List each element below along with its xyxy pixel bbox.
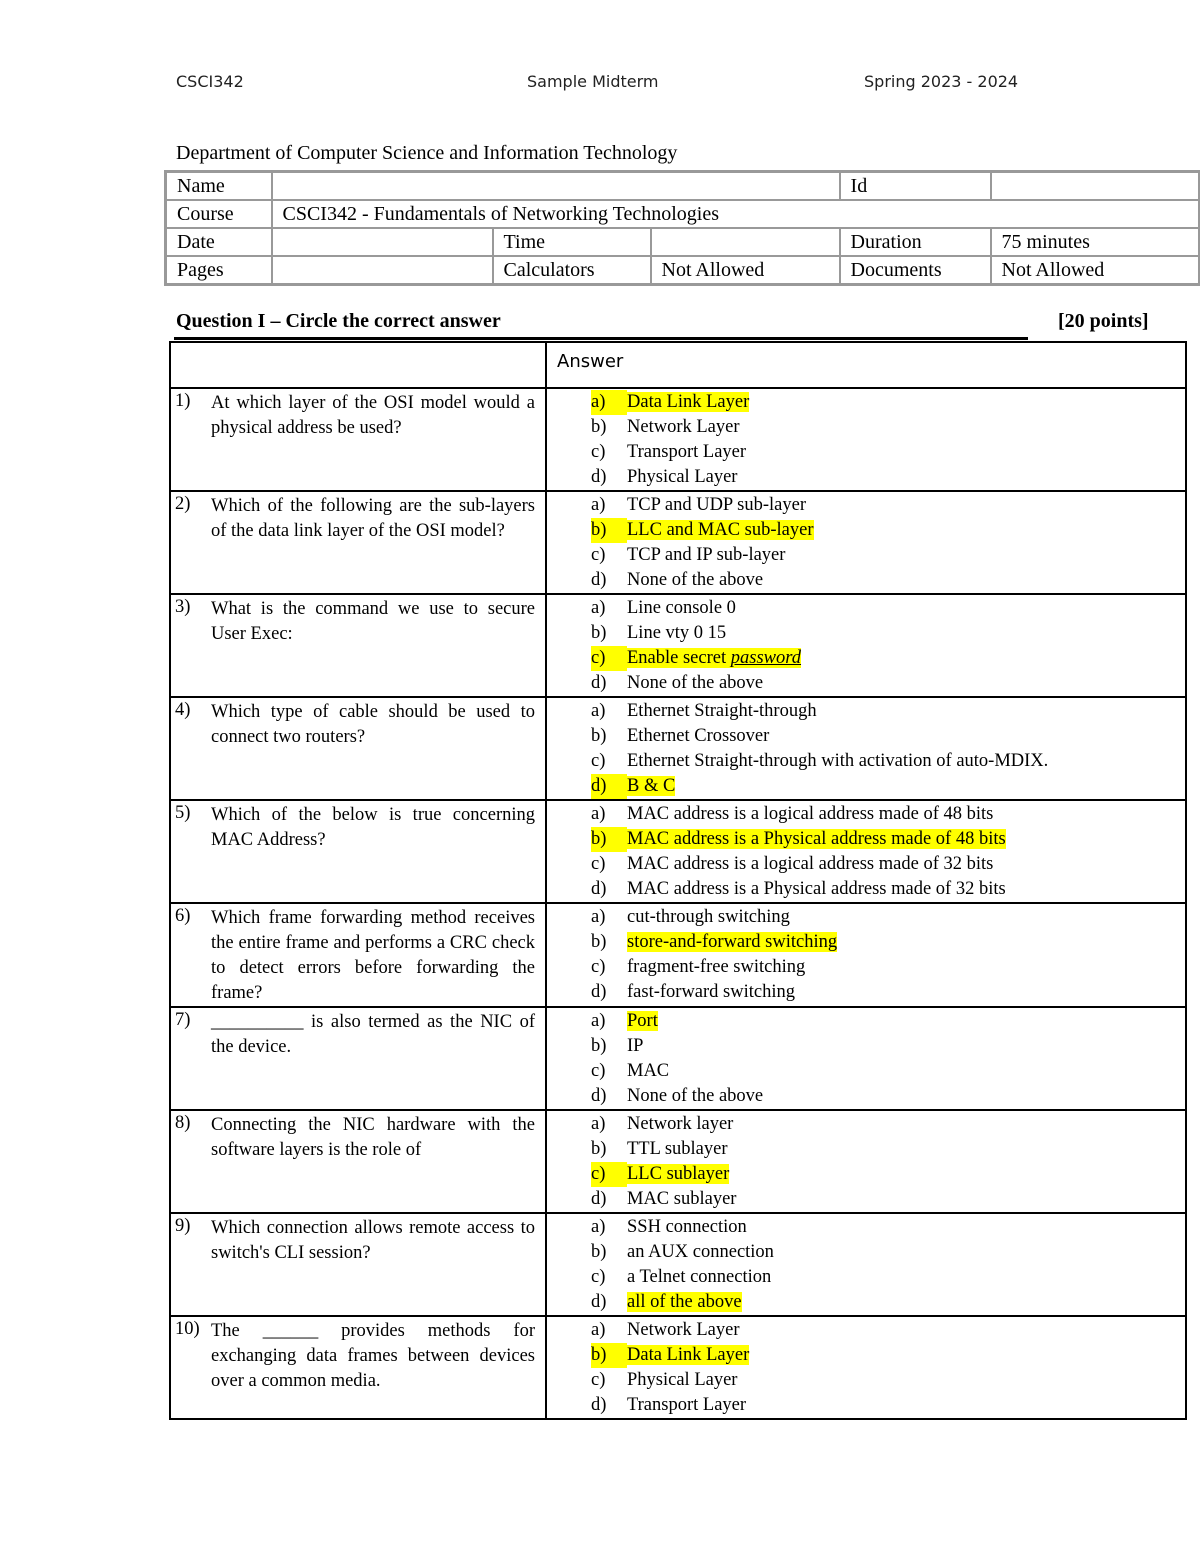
- answer-option[interactable]: [591, 877, 1185, 902]
- info-row-pages: [166, 256, 1200, 285]
- option-letter: a): [591, 495, 606, 515]
- question-cell: [170, 697, 546, 800]
- option-letter: a): [591, 1011, 606, 1031]
- question-number: 7): [175, 1010, 191, 1030]
- answer-option[interactable]: [591, 827, 1185, 852]
- option-text: IP: [627, 1036, 644, 1056]
- option-letter: d): [591, 1395, 607, 1415]
- option-text: TTL sublayer: [627, 1139, 728, 1159]
- question-row: [170, 1007, 1186, 1110]
- question-cell: [170, 903, 546, 1007]
- question-row: [170, 800, 1186, 903]
- question-number: 10): [175, 1319, 200, 1339]
- pages-label: Pages: [166, 256, 272, 285]
- question-row: [170, 903, 1186, 1007]
- question-number: 1): [175, 391, 191, 411]
- info-row-date: [166, 228, 1200, 256]
- question-row: [170, 1213, 1186, 1316]
- question-number: 3): [175, 597, 191, 617]
- option-text: SSH connection: [627, 1217, 747, 1237]
- option-letter: a): [591, 598, 606, 618]
- answer-header: Answer: [546, 342, 1186, 388]
- answer-option[interactable]: [591, 596, 1185, 621]
- documents-value: Not Allowed: [991, 256, 1200, 285]
- option-text: LLC and MAC sub-layer: [627, 520, 814, 540]
- answer-option[interactable]: [591, 1112, 1185, 1137]
- option-letter: c): [591, 1162, 627, 1187]
- question-cell: [170, 388, 546, 491]
- option-letter: a): [591, 701, 606, 721]
- answer-option[interactable]: [591, 724, 1185, 749]
- question-header-cell: [170, 342, 546, 388]
- question-section-title: Question I – Circle the correct answer: [176, 310, 501, 332]
- option-letter: a): [591, 907, 606, 927]
- question-row: [170, 491, 1186, 594]
- option-text: store-and-forward switching: [627, 932, 838, 952]
- question-number: 9): [175, 1216, 191, 1236]
- option-letter: c): [591, 1061, 606, 1081]
- answer-option[interactable]: [591, 543, 1185, 568]
- answer-option[interactable]: [591, 493, 1185, 518]
- option-text: Ethernet Straight-through with activation of auto-MDIX.: [627, 751, 1049, 771]
- option-letter: d): [591, 879, 607, 899]
- answer-option[interactable]: [591, 671, 1185, 696]
- question-row: [170, 1316, 1186, 1419]
- time-label: Time: [493, 228, 651, 256]
- option-letter: b): [591, 1139, 607, 1159]
- answer-option[interactable]: [591, 955, 1185, 980]
- answer-options-cell: [546, 1316, 1186, 1419]
- option-text: cut-through switching: [627, 907, 790, 927]
- option-text: Data Link Layer: [627, 392, 750, 412]
- option-letter: a): [591, 1114, 606, 1134]
- question-cell: [170, 1110, 546, 1213]
- option-letter: c): [591, 1267, 606, 1287]
- date-label: Date: [166, 228, 272, 256]
- answer-option[interactable]: [591, 905, 1185, 930]
- question-text: Which connection allows remote access to switch's CLI session?: [211, 1218, 535, 1263]
- option-text: Enable secret: [627, 648, 731, 668]
- option-text: MAC address is a logical address made of 32 bits: [627, 854, 994, 874]
- answer-option[interactable]: [591, 465, 1185, 490]
- option-text: None of the above: [627, 673, 764, 693]
- question-cell: [170, 1316, 546, 1419]
- option-letter: c): [591, 854, 606, 874]
- exam-info-table: [164, 170, 1200, 286]
- option-text: Ethernet Straight-through: [627, 701, 817, 721]
- question-text: What is the command we use to secure User Exec:: [211, 599, 535, 644]
- option-letter: d): [591, 1086, 607, 1106]
- answer-option[interactable]: [591, 568, 1185, 593]
- answer-option[interactable]: [591, 621, 1185, 646]
- option-text: TCP and IP sub-layer: [627, 545, 786, 565]
- answer-option[interactable]: [591, 852, 1185, 877]
- answer-option[interactable]: [591, 1265, 1185, 1290]
- option-text: MAC address is a Physical address made of 48 bits: [627, 829, 1006, 849]
- name-label: Name: [166, 172, 272, 201]
- option-letter: c): [591, 751, 606, 771]
- answer-option[interactable]: [591, 390, 1185, 415]
- header-term: Spring 2023 - 2024: [864, 72, 1019, 91]
- option-text: Network Layer: [627, 1320, 740, 1340]
- answer-options-cell: [546, 697, 1186, 800]
- question-text: Which of the following are the sub-layers of the data link layer of the OSI model?: [211, 496, 535, 541]
- option-text: Physical Layer: [627, 467, 738, 487]
- answer-header-row: [170, 342, 1186, 388]
- answer-option[interactable]: [591, 415, 1185, 440]
- question-text: Which of the below is true concerning MAC Address?: [211, 805, 535, 850]
- question-row: [170, 594, 1186, 697]
- answer-options-cell: [546, 800, 1186, 903]
- question-number: 6): [175, 906, 191, 926]
- answer-option[interactable]: [591, 1393, 1185, 1418]
- option-letter: b): [591, 623, 607, 643]
- question-number: 8): [175, 1113, 191, 1133]
- name-field[interactable]: [272, 172, 840, 201]
- option-letter: b): [591, 932, 607, 952]
- option-letter: d): [591, 1292, 607, 1312]
- question-row: [170, 1110, 1186, 1213]
- option-text: Network Layer: [627, 417, 740, 437]
- answer-options-cell: [546, 1110, 1186, 1213]
- question-number: 5): [175, 803, 191, 823]
- option-text: None of the above: [627, 570, 764, 590]
- calculators-label: Calculators: [493, 256, 651, 285]
- option-letter: a): [591, 390, 627, 415]
- question-cell: [170, 1007, 546, 1110]
- answer-option[interactable]: [591, 440, 1185, 465]
- option-letter: d): [591, 1189, 607, 1209]
- option-text: Physical Layer: [627, 1370, 738, 1390]
- answer-option[interactable]: [591, 1343, 1185, 1368]
- question-cell: [170, 800, 546, 903]
- option-letter: b): [591, 726, 607, 746]
- answer-option[interactable]: [591, 980, 1185, 1005]
- answer-options-cell: [546, 491, 1186, 594]
- option-text-emphasis: password: [730, 648, 802, 668]
- answer-options-cell: [546, 388, 1186, 491]
- question-cell: [170, 1213, 546, 1316]
- option-text: Line console 0: [627, 598, 736, 618]
- info-row-course: [166, 200, 1200, 228]
- answer-option[interactable]: [591, 1290, 1185, 1315]
- duration-label: Duration: [840, 228, 991, 256]
- question-text: Which frame forwarding method receives the entire frame and performs a CRC check to detect errors before forwarding the frame?: [211, 908, 535, 1003]
- option-letter: a): [591, 804, 606, 824]
- option-letter: b): [591, 1343, 627, 1368]
- answer-options-cell: [546, 903, 1186, 1007]
- option-letter: d): [591, 982, 607, 1002]
- option-letter: b): [591, 1242, 607, 1262]
- answer-option[interactable]: [591, 1059, 1185, 1084]
- documents-label: Documents: [840, 256, 991, 285]
- header-title: Sample Midterm: [527, 72, 659, 91]
- answer-option[interactable]: [591, 699, 1185, 724]
- answer-option[interactable]: [591, 749, 1185, 774]
- option-text: Data Link Layer: [627, 1345, 750, 1365]
- answer-option[interactable]: [591, 1368, 1185, 1393]
- answer-option[interactable]: [591, 1187, 1185, 1212]
- question-number: 2): [175, 494, 191, 514]
- info-row-name: [166, 172, 1200, 201]
- date-field[interactable]: [272, 228, 493, 256]
- question-text: Which type of cable should be used to connect two routers?: [211, 702, 535, 747]
- option-text: Port: [627, 1011, 658, 1031]
- answer-option[interactable]: [591, 930, 1185, 955]
- answer-options-cell: [546, 594, 1186, 697]
- answer-option[interactable]: [591, 1084, 1185, 1109]
- option-letter: b): [591, 417, 607, 437]
- department-title: Department of Computer Science and Information Technology: [176, 142, 678, 164]
- id-field[interactable]: [991, 172, 1200, 201]
- answer-option[interactable]: [591, 1215, 1185, 1240]
- option-text: MAC: [627, 1061, 670, 1081]
- option-text: Ethernet Crossover: [627, 726, 770, 746]
- answer-option[interactable]: [591, 774, 1185, 799]
- id-label: Id: [840, 172, 991, 201]
- question-section-points: [20 points]: [1058, 310, 1149, 332]
- option-letter: d): [591, 774, 627, 799]
- course-value: CSCI342 - Fundamentals of Networking Technologies: [272, 200, 1200, 228]
- option-text: LLC sublayer: [627, 1164, 730, 1184]
- pages-field[interactable]: [272, 256, 493, 285]
- option-text: MAC address is a logical address made of 48 bits: [627, 804, 994, 824]
- option-letter: a): [591, 1217, 606, 1237]
- option-letter: d): [591, 467, 607, 487]
- option-text: fragment-free switching: [627, 957, 806, 977]
- option-text: Transport Layer: [627, 1395, 747, 1415]
- calculators-value: Not Allowed: [651, 256, 840, 285]
- answer-option[interactable]: [591, 1009, 1185, 1034]
- option-text: Line vty 0 15: [627, 623, 727, 643]
- questions-table: [169, 341, 1187, 1420]
- option-text: all of the above: [627, 1292, 742, 1312]
- answer-option[interactable]: [591, 518, 1185, 543]
- answer-options-cell: [546, 1007, 1186, 1110]
- option-letter: d): [591, 570, 607, 590]
- option-letter: b): [591, 1036, 607, 1056]
- title-underline: [174, 337, 1028, 340]
- option-letter: d): [591, 673, 607, 693]
- option-text: fast-forward switching: [627, 982, 795, 1002]
- option-letter: b): [591, 518, 627, 543]
- answer-option[interactable]: [591, 802, 1185, 827]
- duration-value: 75 minutes: [991, 228, 1200, 256]
- option-text: an AUX connection: [627, 1242, 774, 1262]
- option-text: None of the above: [627, 1086, 764, 1106]
- answer-option[interactable]: [591, 1034, 1185, 1059]
- option-text: Network layer: [627, 1114, 734, 1134]
- option-letter: c): [591, 646, 627, 671]
- question-text: Connecting the NIC hardware with the software layers is the role of: [211, 1115, 535, 1160]
- option-text: TCP and UDP sub-layer: [627, 495, 806, 515]
- time-field[interactable]: [651, 228, 840, 256]
- question-text: The ______ provides methods for exchanging data frames between devices over a common media.: [211, 1321, 535, 1391]
- question-number: 4): [175, 700, 191, 720]
- answer-option[interactable]: [591, 1162, 1185, 1187]
- course-label: Course: [166, 200, 272, 228]
- answer-options-cell: [546, 1213, 1186, 1316]
- option-letter: c): [591, 957, 606, 977]
- option-letter: b): [591, 827, 627, 852]
- answer-option[interactable]: [591, 1240, 1185, 1265]
- option-text: B & C: [627, 776, 676, 796]
- question-text: __________ is also termed as the NIC of the device.: [211, 1012, 535, 1057]
- header-course: CSCI342: [176, 72, 244, 91]
- question-row: [170, 697, 1186, 800]
- option-text: Transport Layer: [627, 442, 747, 462]
- option-letter: a): [591, 1320, 606, 1340]
- option-text: MAC address is a Physical address made of 32 bits: [627, 879, 1006, 899]
- option-letter: c): [591, 1370, 606, 1390]
- option-text: a Telnet connection: [627, 1267, 772, 1287]
- answer-option[interactable]: [591, 1137, 1185, 1162]
- option-letter: c): [591, 442, 606, 462]
- answer-option[interactable]: [591, 646, 1185, 671]
- question-cell: [170, 594, 546, 697]
- question-text: At which layer of the OSI model would a physical address be used?: [211, 393, 535, 438]
- question-row: [170, 388, 1186, 491]
- question-cell: [170, 491, 546, 594]
- answer-option[interactable]: [591, 1318, 1185, 1343]
- option-text: MAC sublayer: [627, 1189, 737, 1209]
- option-letter: c): [591, 545, 606, 565]
